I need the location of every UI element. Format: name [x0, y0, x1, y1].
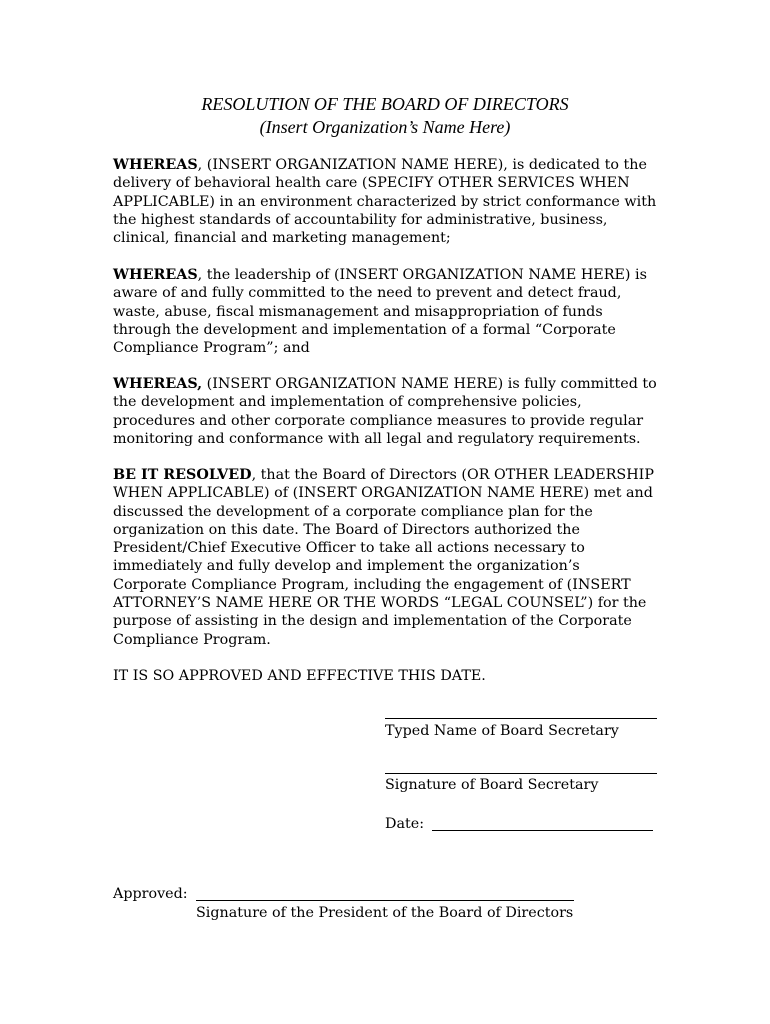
paragraph-line: , the leadership of (INSERT ORGANIZATION NAME HERE) is [197, 267, 647, 283]
date-label: Date: [385, 816, 425, 832]
paragraph-lead: WHEREAS [113, 267, 198, 283]
paragraph-line: the development and implementation of comprehensive policies, [113, 394, 582, 411]
paragraph-line: through the development and implementation of a formal “Corporate [113, 321, 616, 338]
paragraph-line: organization on this date. The Board of Directors authorized the [113, 521, 580, 538]
paragraph-line: purpose of assisting in the design and implementation of the Corporate [113, 613, 632, 630]
typed-name-line[interactable] [385, 718, 657, 719]
paragraph-line: WHEN APPLICABLE) of (INSERT ORGANIZATION NAME HERE) met and [113, 485, 653, 502]
resolved-paragraph [113, 466, 673, 649]
paragraph-line: Compliance Program”; and [113, 340, 310, 357]
date-line[interactable] [432, 830, 653, 831]
whereas-paragraph-1 [113, 156, 673, 247]
paragraph-line: discussed the development of a corporate compliance plan for the [113, 503, 593, 520]
paragraph-line: monitoring and conformance with all legal and regulatory requirements. [113, 430, 641, 447]
secretary-signature-line[interactable] [385, 773, 657, 774]
paragraph-line: waste, abuse, fiscal mismanagement and misappropriation of funds [113, 303, 603, 320]
president-signature-label: Signature of the President of the Board of Directors [196, 905, 574, 921]
whereas-paragraph-3 [113, 375, 673, 448]
paragraph-lead: BE IT RESOLVED [113, 467, 252, 483]
paragraph-line: procedures and other corporate compliance measures to provide regular [113, 412, 644, 429]
paragraph-line: , (INSERT ORGANIZATION NAME HERE), is dedicated to the [197, 157, 647, 173]
approval-statement: IT IS SO APPROVED AND EFFECTIVE THIS DATE. [113, 668, 486, 684]
secretary-signature-label: Signature of Board Secretary [385, 777, 599, 793]
whereas-paragraph-2 [113, 266, 673, 357]
paragraph-line: President/Chief Executive Officer to take all actions necessary to [113, 540, 585, 557]
paragraph-lead: WHEREAS, [113, 376, 203, 392]
paragraph-line: ATTORNEY’S NAME HERE OR THE WORDS “LEGAL COUNSEL”) for the [113, 595, 647, 612]
document-title: RESOLUTION OF THE BOARD OF DIRECTORS [201, 94, 569, 114]
paragraph-lead: WHEREAS [113, 157, 198, 173]
president-signature-line[interactable] [196, 900, 574, 901]
paragraph-line: immediately and fully develop and implement the organization’s [113, 558, 580, 575]
paragraph-line: , that the Board of Directors (OR OTHER LEADERSHIP [251, 467, 654, 483]
paragraph-line: Compliance Program. [113, 631, 271, 648]
paragraph-line: Corporate Compliance Program, including the engagement of (INSERT [113, 576, 631, 593]
approved-label: Approved: [113, 886, 188, 902]
document-subtitle: (Insert Organization’s Name Here) [259, 117, 511, 137]
paragraph-line: APPLICABLE) in an environment characterized by strict conformance with [113, 193, 657, 210]
paragraph-line: the highest standards of accountability for administrative, business, [113, 211, 608, 228]
paragraph-line: clinical, financial and marketing management; [113, 230, 451, 247]
paragraph-line: delivery of behavioral health care (SPECIFY OTHER SERVICES WHEN [113, 175, 630, 192]
paragraph-line: aware of and fully committed to the need to prevent and detect fraud, [113, 285, 622, 302]
typed-name-label: Typed Name of Board Secretary [385, 723, 619, 739]
paragraph-line: (INSERT ORGANIZATION NAME HERE) is fully committed to [202, 376, 657, 392]
